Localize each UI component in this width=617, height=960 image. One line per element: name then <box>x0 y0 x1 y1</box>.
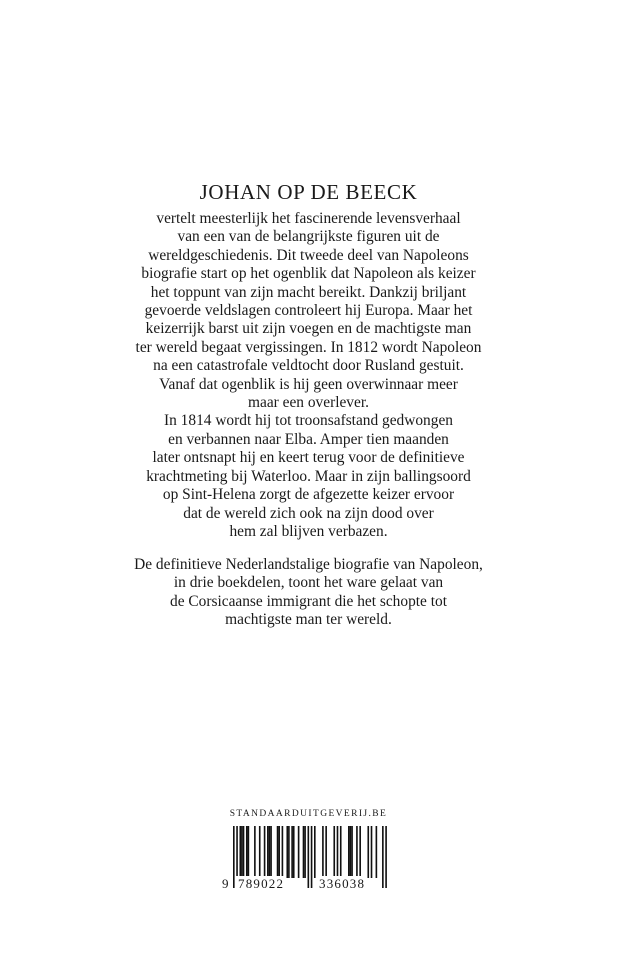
blurb-line: maar een overlever. <box>248 394 369 412</box>
barcode-bar <box>371 826 373 878</box>
blurb-line: In 1814 wordt hij tot troonsafstand gedwongen <box>164 412 453 430</box>
closing-paragraph <box>0 556 617 630</box>
barcode-bar <box>314 826 316 878</box>
barcode-bar <box>348 826 350 878</box>
blurb-line: later ontsnapt hij en keert terug voor de definitieve <box>152 449 465 467</box>
barcode-bar <box>243 826 245 878</box>
barcode-bar <box>288 826 290 878</box>
barcode-bar <box>270 826 272 878</box>
blurb-line: van een van de belangrijkste figuren uit de <box>177 228 440 246</box>
blurb-line: wereldgeschiedenis. Dit tweede deel van Napoleons <box>148 246 469 264</box>
barcode-bar <box>286 826 288 878</box>
blurb-line: keizerrijk barst uit zijn voegen en de machtigste man <box>145 320 472 338</box>
closing-line: de Corsicaanse immigrant die het schopte tot <box>170 592 447 610</box>
isbn-group-left: 789022 <box>238 876 285 891</box>
barcode-bar <box>239 826 241 878</box>
barcode-bar <box>254 826 256 878</box>
barcode-bar <box>333 826 335 878</box>
barcode-bar <box>248 826 250 878</box>
closing-line: in drie boekdelen, toont het ware gelaat van <box>173 574 444 592</box>
blurb-line: biografie start op het ogenblik dat Napoleon als keizer <box>141 265 476 283</box>
barcode-bar <box>367 826 369 878</box>
barcode-bar <box>325 826 327 878</box>
barcode-bar <box>359 826 361 878</box>
blurb-line: na een catastrofale veldtocht door Rusland gestuit. <box>153 357 464 375</box>
blurb-line: ter wereld begaat vergissingen. In 1812 wordt Napoleon <box>135 338 482 356</box>
isbn-lead-digit: 9 <box>222 876 229 891</box>
barcode-bar <box>282 826 284 878</box>
closing-line: machtigste man ter wereld. <box>225 611 392 629</box>
blurb-line: en verbannen naar Elba. Amper tien maanden <box>168 430 449 448</box>
blurb-text <box>0 210 617 541</box>
barcode-bar <box>298 826 300 878</box>
blurb-line: vertelt meesterlijk het fascinerende levensverhaal <box>156 210 461 227</box>
barcode-bar <box>376 826 378 878</box>
barcode-bar <box>337 826 339 878</box>
barcode-bar <box>233 826 235 888</box>
barcode-bar <box>303 826 305 878</box>
barcode-bar <box>267 826 269 878</box>
blurb-line: dat de wereld zich ook na zijn dood over <box>183 504 434 522</box>
barcode-bar <box>264 826 266 878</box>
barcode-bar <box>322 826 324 878</box>
barcode-bar <box>259 826 261 878</box>
barcode-bar <box>382 826 384 888</box>
blurb-line: gevoerde veldslagen controleert hij Europa. Maar het <box>144 302 473 320</box>
blurb-line: het toppunt van zijn macht bereikt. Dankzij briljant <box>150 283 467 301</box>
barcode-bar <box>350 826 352 878</box>
barcode-bar <box>246 826 248 878</box>
barcode-bar <box>293 826 295 878</box>
barcode-bar <box>340 826 342 878</box>
blurb-line: krachtmeting bij Waterloo. Maar in zijn ballingsoord <box>146 467 471 485</box>
barcode-bar <box>351 826 353 878</box>
barcode-bar <box>304 826 306 878</box>
barcode-bar <box>385 826 387 888</box>
closing-line: De definitieve Nederlandstalige biografie van Napoleon, <box>134 556 483 573</box>
author-name: JOHAN OP DE BEECK <box>199 180 418 204</box>
barcode-bar <box>278 826 280 878</box>
barcode-bar <box>308 826 310 888</box>
barcode-bar <box>356 826 358 878</box>
blurb-line: op Sint-Helena zorgt de afgezette keizer ervoor <box>162 486 455 504</box>
isbn-group-right: 336038 <box>319 876 366 891</box>
barcode-bar <box>311 826 313 888</box>
barcode-bar <box>291 826 293 878</box>
blurb-line: hem zal blijven verbazen. <box>229 522 388 540</box>
publisher-website: STANDAARDUITGEVERIJ.BE <box>229 809 388 819</box>
barcode-bar <box>269 826 271 878</box>
barcode-bar <box>241 826 243 878</box>
blurb-line: Vanaf dat ogenblik is hij geen overwinnaar meer <box>159 375 458 393</box>
barcode-bar <box>277 826 279 878</box>
